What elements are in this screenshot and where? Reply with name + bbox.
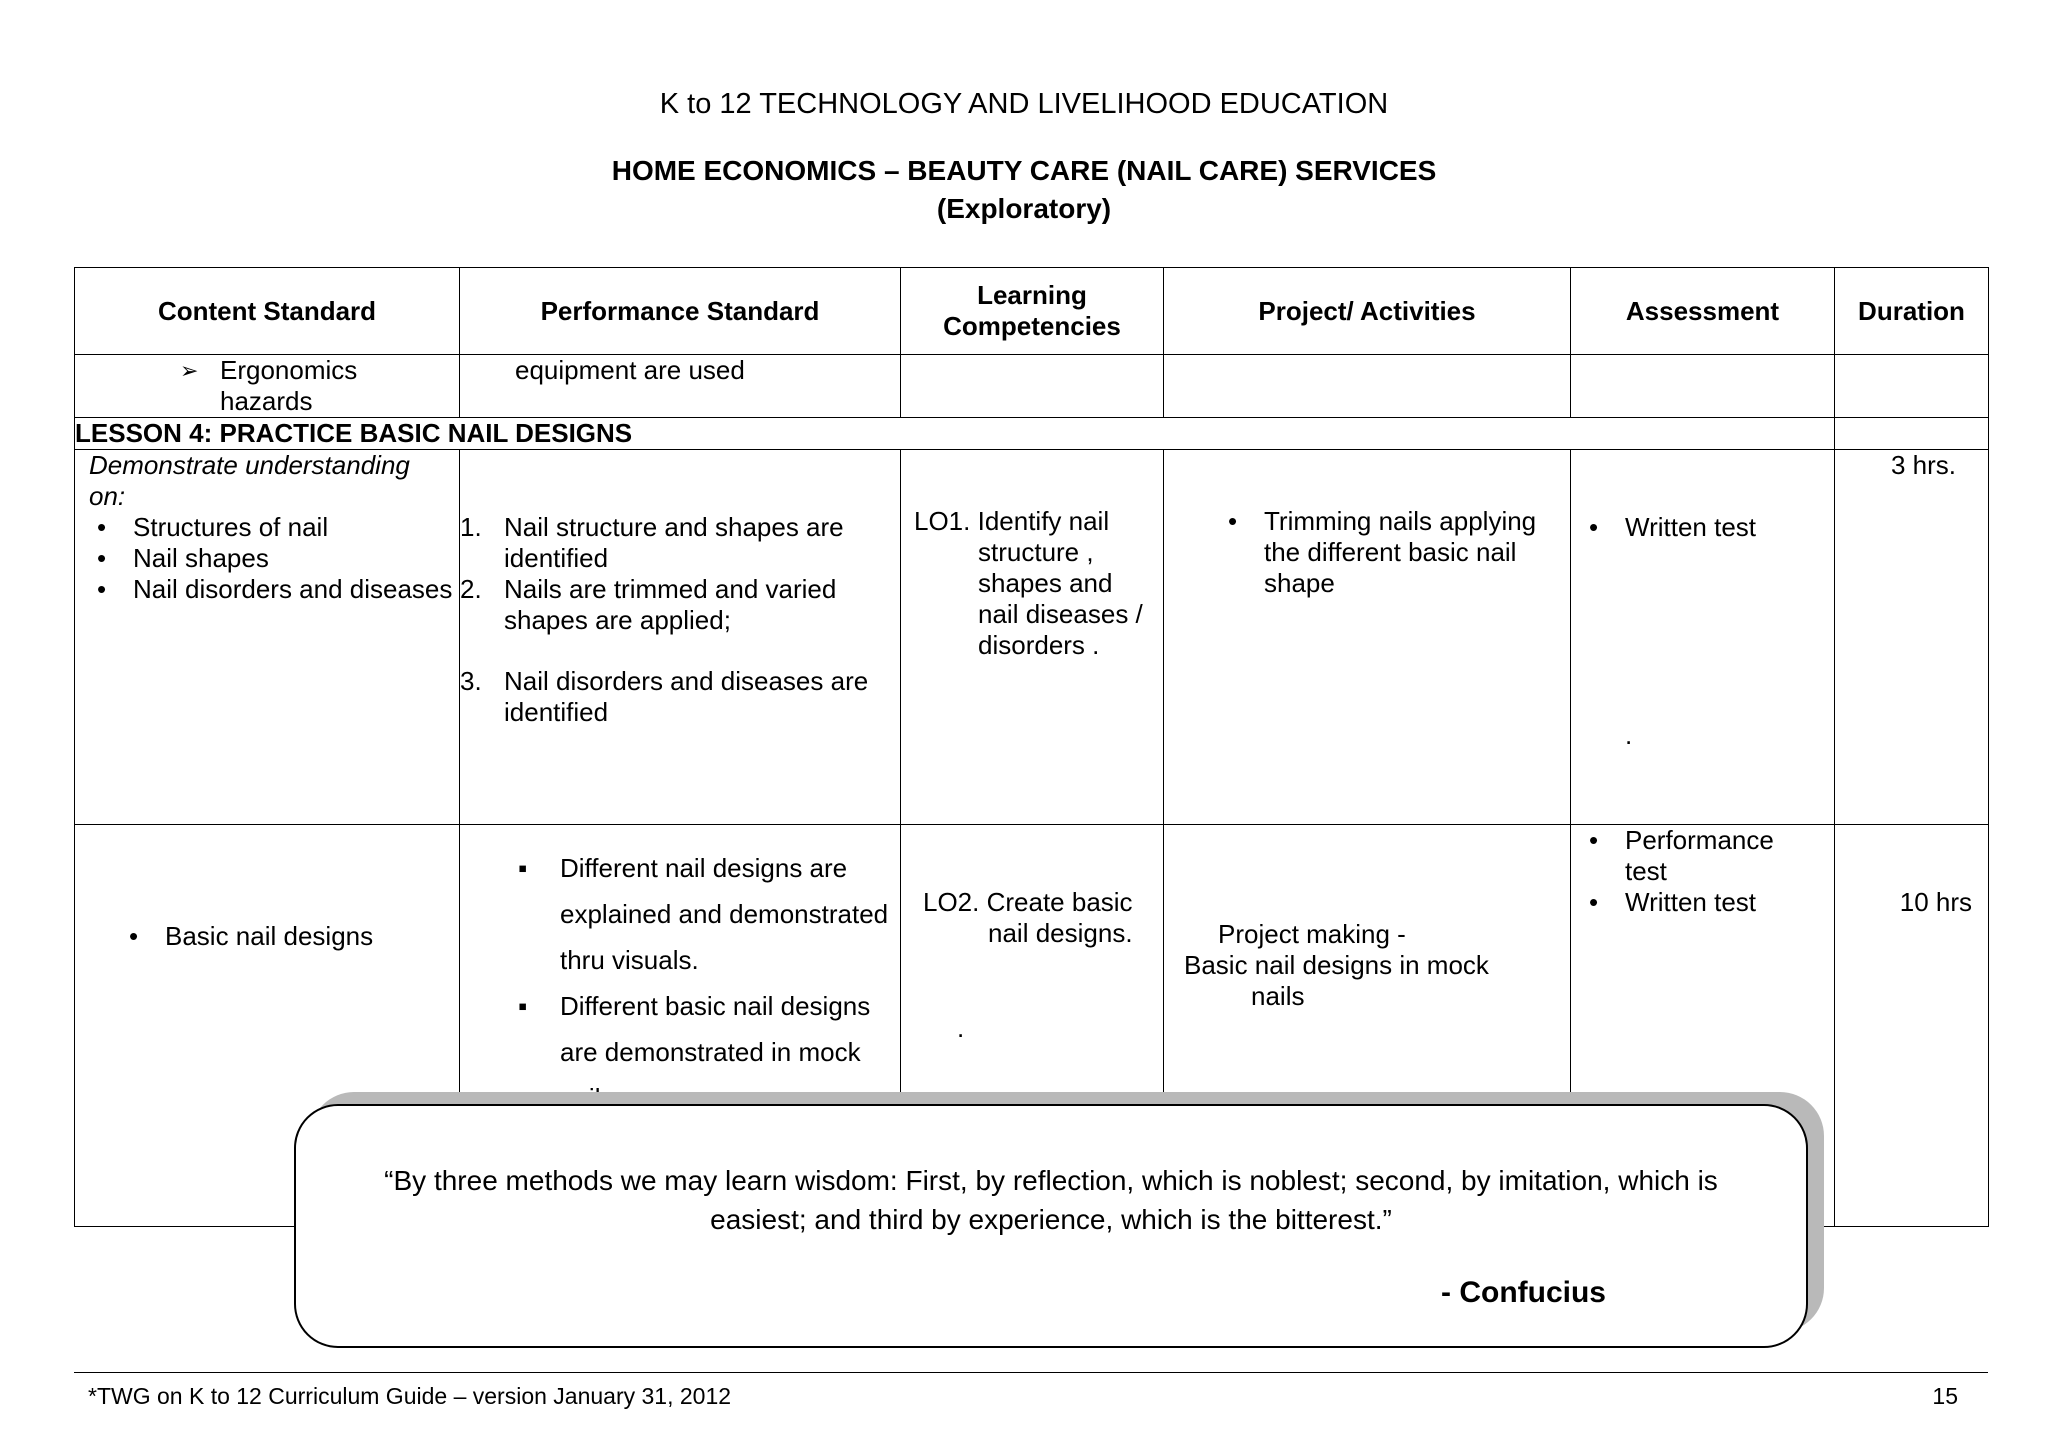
curriculum-table [74, 267, 1989, 1227]
performance-list [460, 825, 900, 1121]
list-item: ▪ Different basic nail designs are demonstrated in mock [560, 983, 890, 1121]
quote-text: “By three methods we may learn wisdom: First, by reflection, which is noblest; second, by imitation, which is easiest; and third by experience, which is the bitterest.” [384, 1165, 1718, 1235]
activities-line-3: nails [1251, 981, 1305, 1011]
list-item: • Written test [1625, 887, 1814, 918]
assessment-dot: . [1625, 720, 1633, 750]
list-item: 1. Nail structure and shapes are identified [460, 512, 844, 573]
page-number: 15 [1932, 1383, 1958, 1409]
table-header-row [75, 268, 1989, 355]
column-header-assessment: Assessment [1571, 268, 1835, 355]
cell-assessment [1571, 450, 1835, 825]
column-header-content-standard: Content Standard [75, 268, 460, 355]
activities-line-1: Project making - [1218, 919, 1406, 949]
list-item: • Performance test [1625, 825, 1814, 887]
cell-empty [1571, 355, 1835, 418]
list-item: 2. Nails are trimmed and varied shapes are applied; [460, 574, 837, 635]
cell-empty [901, 355, 1164, 418]
cell-empty [1835, 355, 1989, 418]
list-item: • Written test [1625, 512, 1834, 543]
subtitle-line-1: HOME ECONOMICS – BEAUTY CARE (NAIL CARE) SERVICES [611, 155, 1437, 186]
competency-dot: . [957, 1013, 965, 1043]
performance-list [460, 450, 900, 728]
lesson-title: LESSON 4: PRACTICE BASIC NAIL DESIGNS [75, 418, 1835, 450]
list-item: ▪ Different nail designs are explained and demonstrated thru visuals. [560, 845, 890, 983]
column-header-performance-standard: Performance Standard [460, 268, 901, 355]
content-list [75, 825, 459, 952]
assessment-list [1571, 825, 1834, 918]
document-title: K to 12 TECHNOLOGY AND LIVELIHOOD EDUCATION [659, 88, 1389, 120]
document-subtitle [0, 152, 2048, 228]
activities-list [1164, 450, 1570, 599]
list-item: • Nail disorders and diseases [133, 574, 459, 605]
content-intro: Demonstrate understanding on: [89, 450, 410, 511]
assessment-list [1571, 450, 1834, 543]
performance-text: equipment are used [515, 355, 745, 385]
cell-duration: 3 hrs. [1835, 450, 1989, 825]
cell-learning-competency [901, 450, 1164, 825]
header-competencies-line-1: Learning [977, 280, 1087, 310]
competency-line-1: LO2. Create basic [923, 887, 1133, 917]
quote-author: - Confucius [1441, 1276, 1606, 1309]
cell-content-standard [75, 355, 460, 418]
column-header-project-activities: Project/ Activities [1164, 268, 1571, 355]
cell-content-standard [75, 450, 460, 825]
subtitle-line-2: (Exploratory) [936, 193, 1112, 224]
column-header-learning-competencies [901, 268, 1164, 355]
content-list [89, 512, 459, 605]
list-item: 3. Nail disorders and diseases are identified [460, 666, 869, 727]
competency-rest: structure , shapes and nail diseases / disorders . [978, 537, 1143, 660]
footer-text: *TWG on K to 12 Curriculum Guide – version January 31, 2012 [88, 1383, 732, 1409]
list-item: • Structures of nail [133, 512, 459, 543]
table-row [75, 450, 1989, 825]
cell-empty [1164, 355, 1571, 418]
list-item: • Trimming nails applying the different basic nail shape [1264, 506, 1550, 599]
cell-empty [1835, 418, 1989, 450]
cell-project-activities [1164, 450, 1571, 825]
activities-line-2: Basic nail designs in mock [1184, 950, 1489, 980]
list-item: • Nail shapes [133, 543, 459, 574]
quote-box [294, 1104, 1808, 1348]
cell-performance-standard [460, 450, 901, 825]
list-item: ➢ Ergonomics hazards [220, 355, 399, 417]
competency-rest: nail designs. [988, 918, 1133, 948]
footer-divider [74, 1372, 1988, 1373]
cell-performance-standard [460, 355, 901, 418]
table-row [75, 355, 1989, 418]
column-header-duration: Duration [1835, 268, 1989, 355]
cell-duration: 10 hrs [1835, 825, 1989, 1227]
header-competencies-line-2: Competencies [943, 311, 1121, 341]
lesson-title-row [75, 418, 1989, 450]
competency-line-1: LO1. Identify nail [914, 506, 1110, 536]
list-item: • Basic nail designs [165, 921, 459, 952]
